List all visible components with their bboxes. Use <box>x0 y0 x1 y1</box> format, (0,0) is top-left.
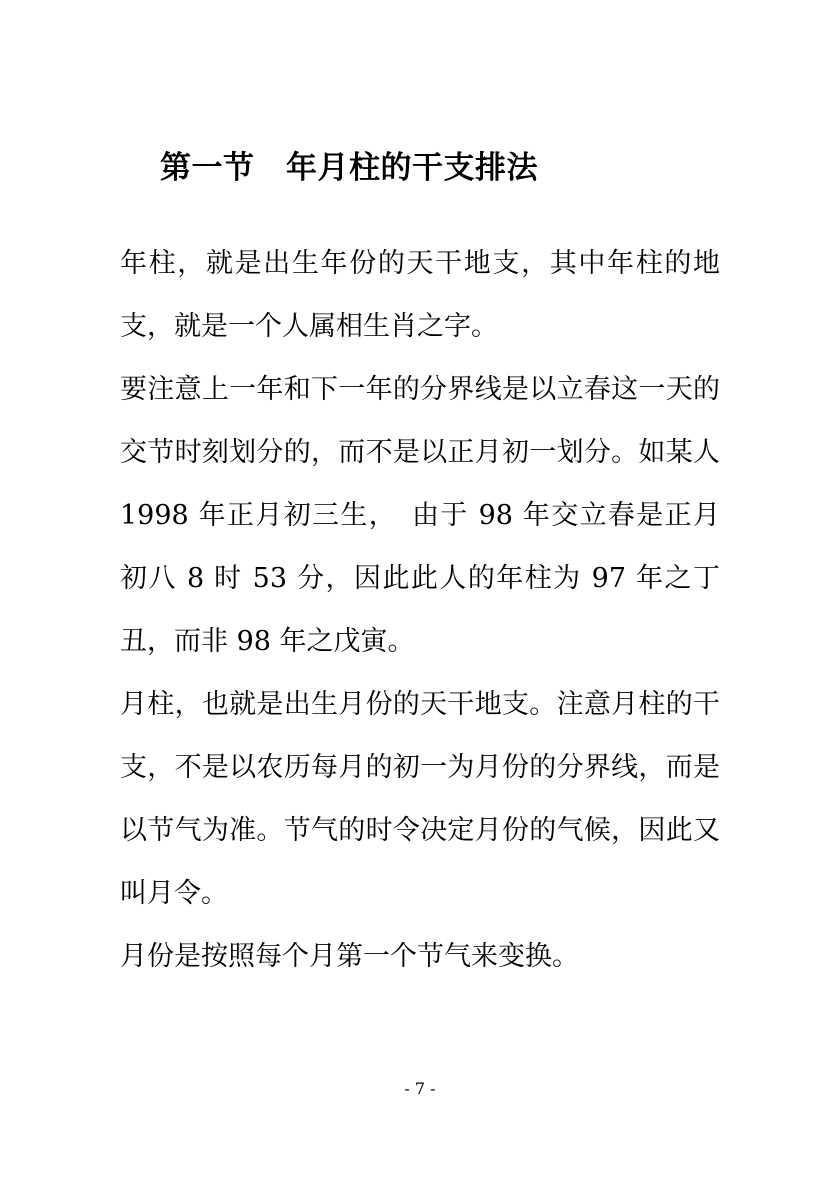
page-number: - 7 - <box>404 1079 436 1098</box>
paragraph-month-change: 月份是按照每个月第一个节气来变换。 <box>120 941 579 972</box>
body-text <box>120 232 720 988</box>
paragraph-month-pillar: 月柱，也就是出生月份的天干地支。注意月柱的干支，不是以农历每月的初一为月份的分界线，而是以节气为准。节气的时令决定月份的气候，因此又叫月令。 <box>120 689 720 909</box>
paragraph-lichun-boundary: 要注意上一年和下一年的分界线是以立春这一天的交节时刻划分的，而不是以正月初一划分。如某人 1998 年正月初三生， 由于 98 年交立春是正月初八 8 时 53 分，因此此人的年柱为 97 年之丁丑，而非 98 年之戊寅。 <box>120 374 720 657</box>
paragraph-year-pillar: 年柱，就是出生年份的天干地支，其中年柱的地支，就是一个人属相生肖之字。 <box>120 248 720 342</box>
section-heading: 第一节 年月柱的干支排法 <box>160 150 538 186</box>
